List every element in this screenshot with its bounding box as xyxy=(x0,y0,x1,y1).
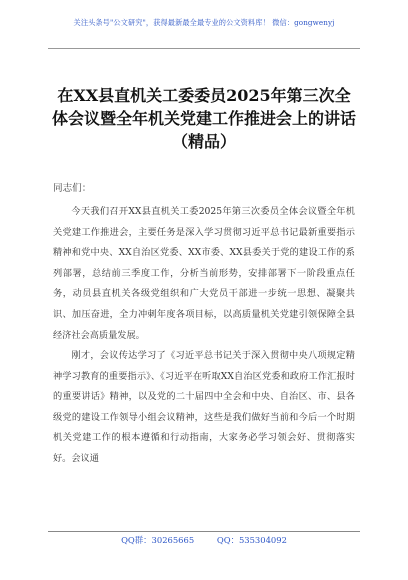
header-banner: 关注头条号"公文研究"，获得最新最全最专业的公文资料库！ 微信：gongwenyj xyxy=(73,18,335,27)
paragraph-2: 刚才，会议传达学习了《习近平总书记关于深入贯彻中央八项规定精神学习教育的重要指示》、《习近平在听取XX自治区党委和政府工作汇报时的重要讲话》精神，以及党的二十届四中全会和中央、自治区、市、县各级党的建设工作领导小组会议精神，这些是我们做好当前和今后一个时期机关党建工作的根本遵循和行动指南，大家务必学习领会好、贯彻落实好。会议通 xyxy=(53,350,355,464)
greeting: 同志们： xyxy=(53,183,92,194)
paragraph-1: 今天我们召开XX县直机关工委2025年第三次委员全体会议暨全年机关党建工作推进会，主要任务是深入学习贯彻习近平总书记最新重要指示精神和党中央、XX自治区党委、XX市委、XX县委关于党的建设工作的系列部署，总结前三季度工作，分析当前形势，安排部署下一阶段重点任务，动员县直机关各级党组织和广大党员干部进一步统一思想、凝聚共识、加压奋进，全力冲刺年度各项目标，以高质量机关党建引领保障全县经济社会高质量发展。 xyxy=(53,206,355,341)
footer-qq-group: QQ群：30265665 xyxy=(121,535,195,545)
footer-divider xyxy=(48,531,360,532)
footer xyxy=(0,534,408,546)
header-divider xyxy=(48,48,360,49)
document-title: 在XX县直机关工委委员2025年第三次全体会议暨全年机关党建工作推进会上的讲话（精品） xyxy=(51,86,356,151)
footer-qq: QQ：535304092 xyxy=(216,535,287,545)
